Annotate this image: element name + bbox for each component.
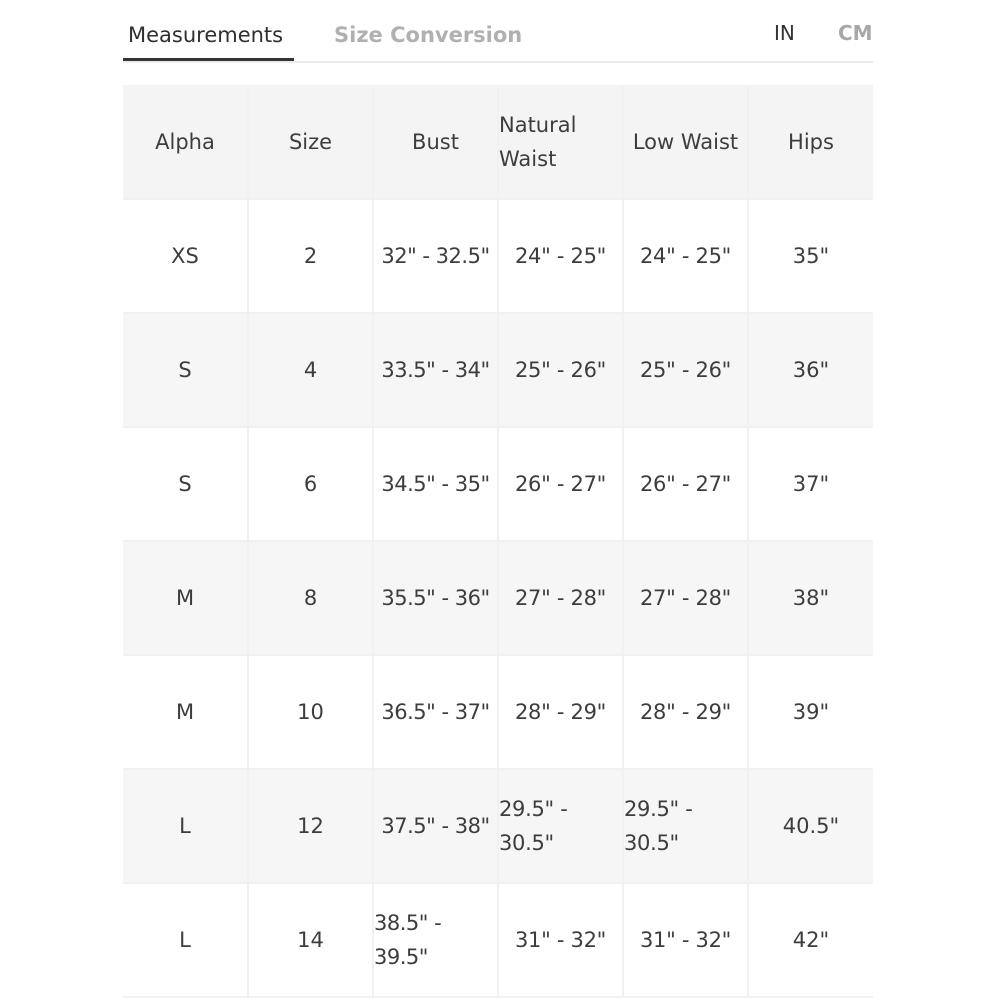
cell-alpha: L — [123, 883, 248, 997]
cell-size: 2 — [248, 199, 373, 313]
cell-size: 14 — [248, 883, 373, 997]
cell-size: 10 — [248, 655, 373, 769]
cell-low-waist: 24" - 25" — [623, 199, 748, 313]
cell-hips: 42" — [748, 883, 873, 997]
cell-bust: 36.5" - 37" — [373, 655, 498, 769]
active-tab-indicator — [123, 58, 294, 61]
cell-hips: 36" — [748, 313, 873, 427]
tab-size-conversion[interactable]: Size Conversion — [334, 23, 523, 47]
cell-natural-waist: 28" - 29" — [498, 655, 623, 769]
cell-bust: 35.5" - 36" — [373, 541, 498, 655]
cell-alpha: M — [123, 655, 248, 769]
table-row — [123, 769, 873, 883]
column-header-bust: Bust — [373, 85, 498, 199]
cell-hips: 38" — [748, 541, 873, 655]
cell-size: 8 — [248, 541, 373, 655]
cell-natural-waist: 29.5" - 30.5" — [498, 769, 623, 883]
table-row — [123, 883, 873, 997]
table-row — [123, 655, 873, 769]
cell-low-waist: 29.5" - 30.5" — [623, 769, 748, 883]
cell-natural-waist: 27" - 28" — [498, 541, 623, 655]
cell-natural-waist: 31" - 32" — [498, 883, 623, 997]
cell-alpha: S — [123, 427, 248, 541]
column-header-low-waist: Low Waist — [623, 85, 748, 199]
cell-low-waist: 31" - 32" — [623, 883, 748, 997]
column-header-alpha: Alpha — [123, 85, 248, 199]
cell-low-waist: 28" - 29" — [623, 655, 748, 769]
cell-size: 6 — [248, 427, 373, 541]
cell-size: 4 — [248, 313, 373, 427]
cell-hips: 35" — [748, 199, 873, 313]
cell-hips: 37" — [748, 427, 873, 541]
table-header-row — [123, 85, 873, 199]
tab-measurements[interactable]: Measurements — [128, 23, 284, 47]
cell-bust: 37.5" - 38" — [373, 769, 498, 883]
cell-alpha: S — [123, 313, 248, 427]
cell-hips: 40.5" — [748, 769, 873, 883]
size-chart-table — [123, 85, 873, 998]
column-header-size: Size — [248, 85, 373, 199]
column-header-hips: Hips — [748, 85, 873, 199]
cell-hips: 39" — [748, 655, 873, 769]
cell-natural-waist: 24" - 25" — [498, 199, 623, 313]
cell-alpha: L — [123, 769, 248, 883]
cell-alpha: M — [123, 541, 248, 655]
cell-bust: 38.5" - 39.5" — [373, 883, 498, 997]
table-row — [123, 427, 873, 541]
cell-low-waist: 26" - 27" — [623, 427, 748, 541]
table-row — [123, 199, 873, 313]
cell-size: 12 — [248, 769, 373, 883]
table-row — [123, 313, 873, 427]
cell-bust: 34.5" - 35" — [373, 427, 498, 541]
cell-natural-waist: 26" - 27" — [498, 427, 623, 541]
size-chart-tabs — [123, 14, 873, 63]
unit-toggle-in[interactable]: IN — [774, 21, 795, 45]
cell-natural-waist: 25" - 26" — [498, 313, 623, 427]
column-header-natural-waist: Natural Waist — [498, 85, 623, 199]
cell-alpha: XS — [123, 199, 248, 313]
cell-low-waist: 27" - 28" — [623, 541, 748, 655]
cell-low-waist: 25" - 26" — [623, 313, 748, 427]
cell-bust: 33.5" - 34" — [373, 313, 498, 427]
cell-bust: 32" - 32.5" — [373, 199, 498, 313]
table-row — [123, 541, 873, 655]
unit-toggle-cm[interactable]: CM — [838, 21, 873, 45]
